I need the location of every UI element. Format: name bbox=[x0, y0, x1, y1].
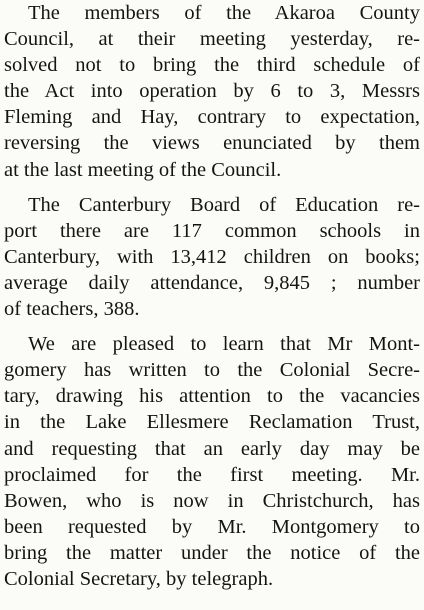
paragraph-lake-ellesmere-trust bbox=[4, 331, 420, 592]
text-line: of teachers, 388. bbox=[4, 298, 140, 321]
text-line: Fleming and Hay, contrary to expectation, bbox=[4, 106, 420, 129]
paragraph-spacer bbox=[4, 322, 420, 331]
text-line: average daily attendance, 9,845 ; number bbox=[4, 271, 420, 294]
text-line: at the last meeting of the Council. bbox=[4, 158, 282, 181]
text-line: proclaimed for the first meeting. Mr. bbox=[4, 463, 420, 486]
text-line: gomery has written to the Colonial Secre- bbox=[4, 359, 420, 382]
text-line: Canterbury, with 13,412 children on books; bbox=[4, 245, 420, 268]
text-line: port there are 117 common schools in bbox=[4, 219, 420, 242]
text-line: the Act into operation by 6 to 3, Messrs bbox=[4, 80, 420, 103]
text-line: in the Lake Ellesmere Reclamation Trust, bbox=[4, 411, 420, 434]
newspaper-clipping bbox=[4, 0, 420, 592]
text-line: Bowen, who is now in Christchurch, has bbox=[4, 489, 420, 512]
text-line: Colonial Secretary, by telegraph. bbox=[4, 567, 274, 590]
paragraph-spacer bbox=[4, 183, 420, 192]
text-line: We are pleased to learn that Mr Mont- bbox=[28, 333, 420, 356]
text-line: tary, drawing his attention to the vacancies bbox=[4, 385, 420, 408]
paragraph-board-of-education bbox=[4, 192, 420, 322]
text-line: solved not to bring the third schedule of bbox=[4, 54, 420, 77]
text-line: Council, at their meeting yesterday, re- bbox=[4, 28, 420, 51]
text-line: The members of the Akaroa County bbox=[28, 2, 420, 24]
text-line: The Canterbury Board of Education re- bbox=[28, 193, 420, 216]
text-line: and requesting that an early day may be bbox=[4, 437, 420, 460]
text-line: been requested by Mr. Montgomery to bbox=[4, 515, 420, 538]
paragraph-akaroa-council bbox=[4, 0, 420, 183]
text-line: reversing the views enunciated by them bbox=[4, 132, 420, 155]
text-line: bring the matter under the notice of the bbox=[4, 541, 420, 564]
